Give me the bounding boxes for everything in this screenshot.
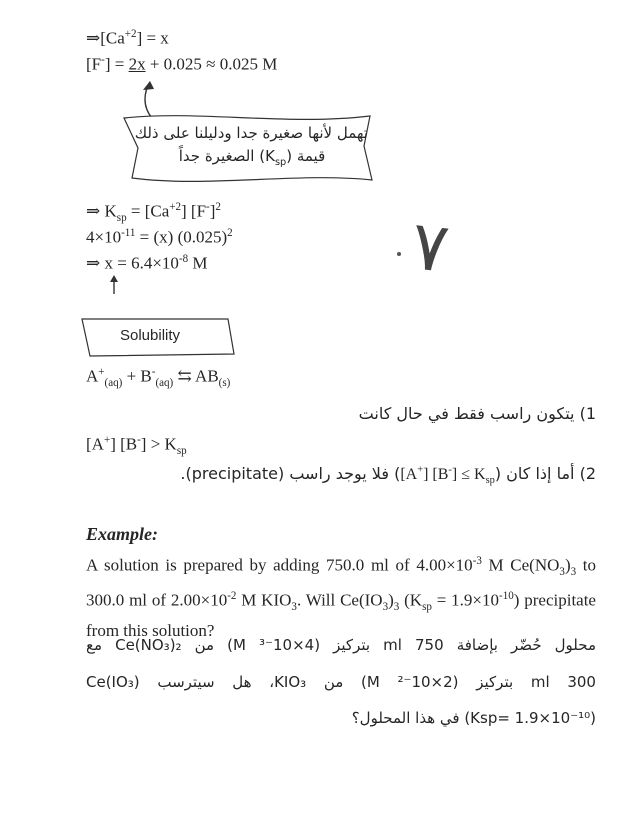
callout-neglect-line1: تهمل لأنها صغيرة جدا ودليلنا على ذلك [134,124,368,142]
example-problem-arabic-line3: (Ksp= 1.9×10⁻¹⁰) في هذا المحلول؟ [351,709,596,727]
equation-x-result: ⇒ $x = 6.4\times 10^{-8}$ M [86,253,208,273]
callout-neglect-line2: قيمة $(K_{sp})$ الصغيرة جداً [178,147,326,168]
equation-ksp-expression: ⇒ $K_{sp} = [Ca^{+2}]$ $[F^-]^2$ [86,201,221,225]
handwritten-dot [397,252,401,256]
equation-f-ion: [F-] = 2x + 0.025 ≈ 0.025 M [86,54,278,74]
rule-2: 2) أما إذا كان ([A+] $[B^-] \le K_{sp}$) فلا يوجد راسب (precipitate). [180,464,596,487]
neglect-pointer-arrowhead [143,81,154,90]
handwritten-mark: ٧ [407,206,453,289]
example-problem-english: A solution is prepared by adding 750.0 ml of $4.00\times 10^{-3}$ M $Ce(NO_3)_3$ to 300.0 ml of $2.00\times 10^{-2}$ M $KIO_3$. Will $Ce(IO_3)_3$ $(K_{sp} = 1.9\times 10^{-10})$ precipitate from this solution? [86,555,597,641]
equation-ca-ion: $\Rightarrow[Ca^{+2}] = x$ [86,28,169,48]
equation-ksp-numeric: $4\times 10^{-11} = (x)$ $(0.025)^2$ [86,227,233,247]
example-problem-arabic-line2: 300 ml بتركيز (2×10⁻² M) من KIO₃، هل سيترسب Ce(IO₃) [86,673,596,691]
rule-1-condition: [A+] $[B^-] > K_{sp}$ [86,434,187,458]
equation-precipitation-reaction: $A^+_{(aq)} + B^-_{(aq)}$ ⇆ $AB_{(s)}$ [86,366,231,390]
rule-1: 1) يتكون راسب فقط في حال كانت [358,404,596,423]
example-heading: Example: [86,524,158,544]
example-problem-arabic-line1: محلول حُضّر بإضافة 750 ml بتركيز (4×10⁻³ M) من Ce(NO₃)₂ مع [86,636,596,654]
up-arrow-icon [107,273,121,295]
solubility-label: Solubility [120,327,181,344]
